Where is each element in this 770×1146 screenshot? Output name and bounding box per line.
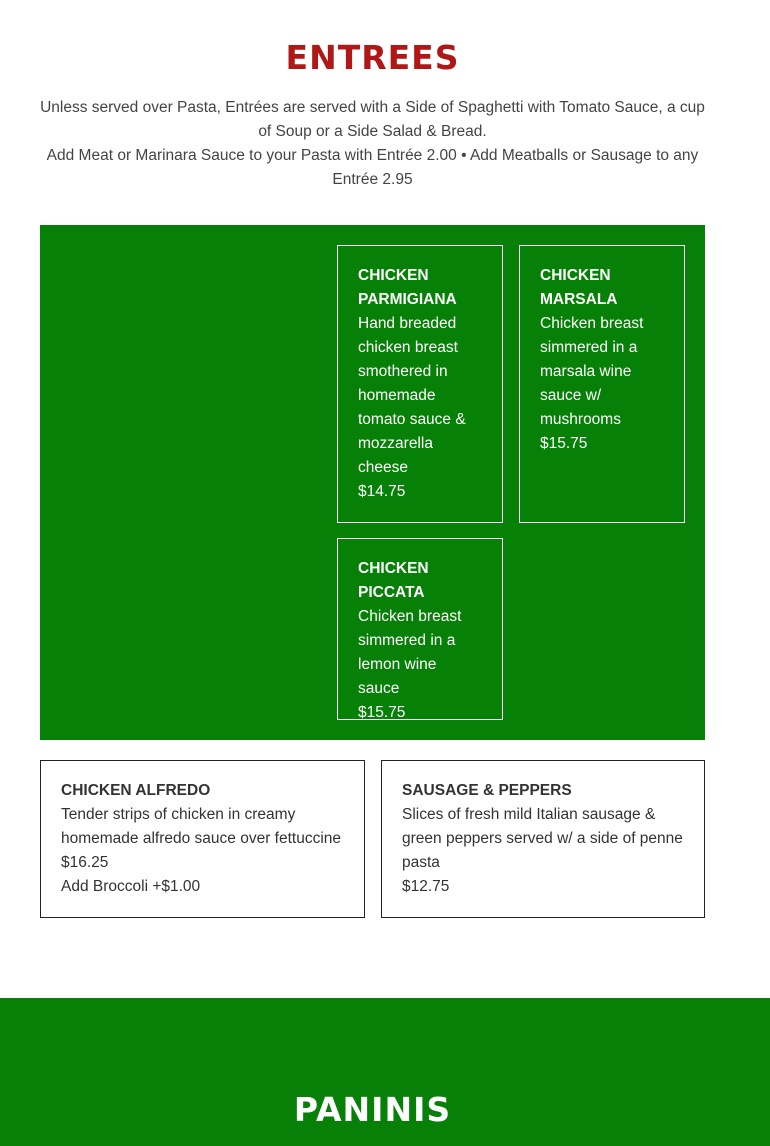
menu-item-price: $15.75 — [358, 704, 406, 721]
menu-item-chicken-alfredo — [40, 760, 365, 918]
entrees-intro-addons: Add Meat or Marinara Sauce to your Pasta with Entrée 2.00 • Add Meatballs or Sausage to any Entrée 2.95 — [46, 147, 699, 188]
featured-entrees-panel — [40, 225, 705, 740]
entrees-heading: ENTREES — [285, 38, 460, 77]
menu-item-name: CHICKEN PICCATA — [358, 560, 429, 601]
menu-item-chicken-piccata — [337, 538, 503, 720]
paninis-section — [0, 998, 770, 1146]
menu-item-chicken-parmigiana — [337, 245, 503, 523]
paninis-heading: PANINIS — [293, 1090, 452, 1129]
menu-item-price: $14.75 — [358, 483, 406, 500]
menu-item-name: CHICKEN MARSALA — [540, 267, 618, 308]
menu-item-price: $15.75 — [540, 435, 588, 452]
menu-item-chicken-marsala — [519, 245, 685, 523]
menu-item-description: Chicken breast simmered in a marsala wine sauce w/ mushrooms — [540, 315, 644, 428]
entrees-intro-sides: Unless served over Pasta, Entrées are served with a Side of Spaghetti with Tomato Sauce, a cup of Soup or a Side Salad & Bread. — [40, 99, 705, 140]
menu-item-description: Chicken breast simmered in a lemon wine sauce — [358, 608, 462, 697]
menu-item-description: Hand breaded chicken breast smothered in homemade tomato sauce & mozzarella cheese — [358, 315, 466, 476]
menu-item-addon: Add Broccoli +$1.00 — [61, 878, 201, 895]
menu-item-name: CHICKEN ALFREDO — [61, 782, 211, 799]
menu-item-sausage-peppers — [381, 760, 705, 918]
menu-item-description: Slices of fresh mild Italian sausage & green peppers served w/ a side of penne pasta — [402, 806, 683, 871]
menu-item-price: $12.75 — [402, 878, 450, 895]
menu-item-price: $16.25 — [61, 854, 109, 871]
menu-item-name: CHICKEN PARMIGIANA — [358, 267, 457, 308]
menu-item-name: SAUSAGE & PEPPERS — [402, 782, 572, 799]
menu-item-description: Tender strips of chicken in creamy homemade alfredo sauce over fettuccine — [61, 806, 342, 847]
